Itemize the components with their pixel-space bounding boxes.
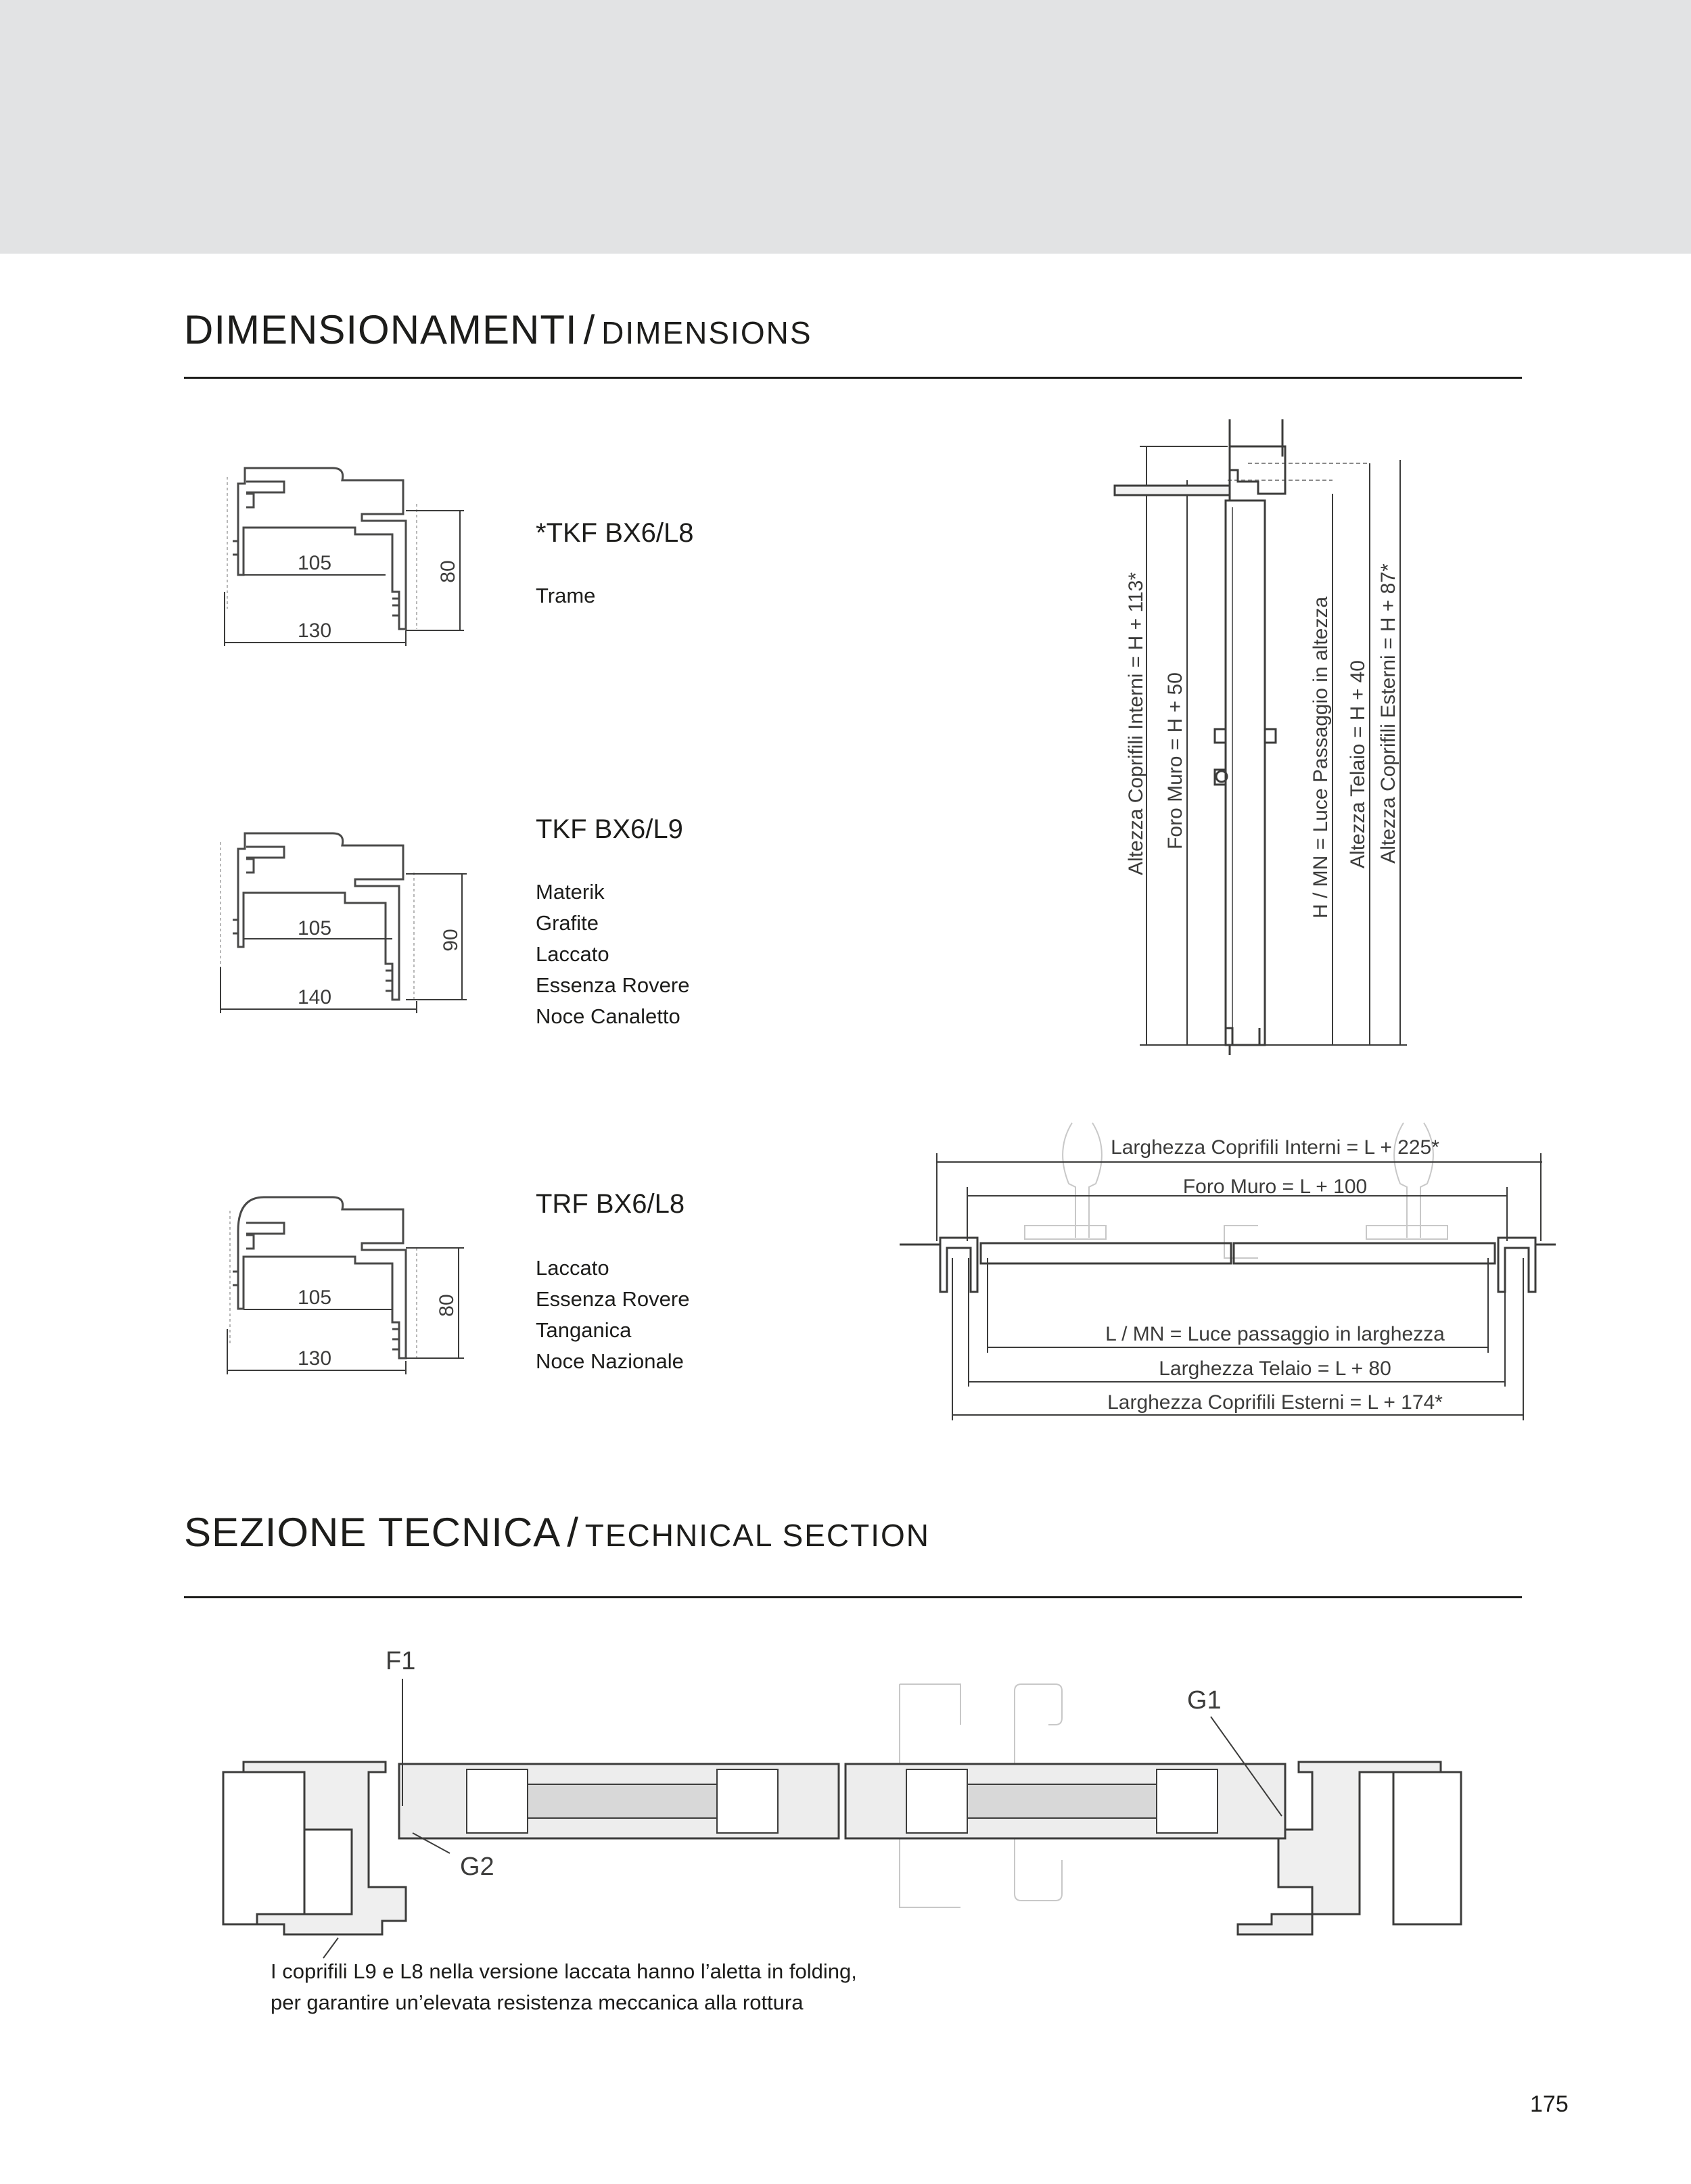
dimensions-title-en: DIMENSIONS <box>601 315 812 350</box>
profile-2-inner-slot <box>246 847 284 873</box>
profile-1-dim-depth: 80 <box>437 560 459 583</box>
frame-head <box>1230 446 1285 494</box>
width-label-telaio: Larghezza Telaio = L + 80 <box>1159 1357 1391 1380</box>
profile-3-outline <box>238 1197 406 1358</box>
profile-2-dim-depth: 90 <box>440 929 462 952</box>
width-label-coprifili-interni: Larghezza Coprifili Interni = L + 225* <box>1111 1136 1439 1159</box>
wall-right <box>1393 1772 1461 1924</box>
handle-ghost-box <box>1025 1226 1106 1239</box>
leaf-right-core-1 <box>906 1769 967 1833</box>
technical-title-separator: / <box>567 1510 579 1555</box>
finish-item: Noce Nazionale <box>536 1349 684 1373</box>
finish-item: Materik <box>536 880 605 904</box>
width-label-luce-passaggio: L / MN = Luce passaggio in larghezza <box>1105 1323 1445 1345</box>
leaf-right-w <box>1234 1243 1495 1263</box>
profile-2-dim-inner: 105 <box>297 917 332 939</box>
finish-item: Grafite <box>536 911 599 935</box>
profile-1-finishes <box>536 580 595 611</box>
profile-2-dim-outer: 140 <box>297 986 332 1008</box>
technical-note <box>271 1956 857 2018</box>
height-label-foro-muro: Foro Muro = H + 50 <box>1164 672 1186 850</box>
leaf-left-w <box>981 1243 1231 1263</box>
wall-left <box>223 1772 304 1924</box>
height-label-coprifili-interni: Altezza Coprifili Interni = H + 113* <box>1125 572 1147 875</box>
technical-divider <box>184 1596 1522 1598</box>
profile-drawing-3 <box>203 1184 473 1387</box>
technical-section-drawing <box>216 1637 1475 1975</box>
profile-3-finishes <box>536 1253 689 1377</box>
profile-1-dim-inner: 105 <box>297 552 332 574</box>
height-label-luce-passaggio: H / MN = Luce Passaggio in altezza <box>1310 596 1332 919</box>
door-leaf <box>1226 501 1265 1045</box>
leaf-right-core-2 <box>967 1784 1157 1818</box>
profile-drawing-2 <box>203 825 473 1021</box>
leaf-left-core-1 <box>467 1769 528 1833</box>
dimensions-divider <box>184 377 1522 379</box>
height-diagram <box>1082 406 1461 1069</box>
callout-f1: F1 <box>386 1647 416 1675</box>
dimensions-title <box>184 307 812 352</box>
finish-item: Noce Canaletto <box>536 1004 680 1028</box>
technical-note-line-2: per garantire un’elevata resistenza meccanica alla rottura <box>271 1991 804 2014</box>
profile-3-dim-inner: 105 <box>297 1286 332 1309</box>
frame-left-w <box>940 1238 977 1292</box>
handle-ghost <box>1224 1226 1258 1258</box>
profile-1-dim-outer: 130 <box>297 620 332 642</box>
profile-3-dim-depth: 80 <box>436 1294 458 1317</box>
finish-item: Laccato <box>536 942 609 966</box>
dimensions-title-it: DIMENSIONAMENTI <box>184 307 578 352</box>
height-label-telaio: Altezza Telaio = H + 40 <box>1347 660 1369 868</box>
callout-g1: G1 <box>1187 1686 1222 1715</box>
profile-3-teeth <box>233 1272 399 1349</box>
width-diagram <box>906 1123 1542 1434</box>
profile-1-model: *TKF BX6/L8 <box>536 518 694 548</box>
leaf-left-core-2 <box>528 1784 717 1818</box>
finish-item: Essenza Rovere <box>536 973 690 997</box>
profile-2-model: TKF BX6/L9 <box>536 814 683 844</box>
technical-title-en: TECHNICAL SECTION <box>584 1518 931 1553</box>
profile-2-finishes <box>536 877 689 1032</box>
finish-item: Laccato <box>536 1256 609 1280</box>
technical-section-title <box>184 1512 930 1553</box>
width-label-foro-muro: Foro Muro = L + 100 <box>1182 1176 1368 1198</box>
technical-note-line-1: I coprifili L9 e L8 nella versione laccata hanno l’aletta in folding, <box>271 1959 857 1983</box>
hinge-ghost-left <box>1063 1123 1102 1238</box>
profile-3-inner-slot <box>246 1223 284 1249</box>
profile-1-inner-slot <box>246 482 284 507</box>
technical-title-it: SEZIONE TECNICA <box>184 1510 561 1555</box>
height-label-coprifili-esterni: Altezza Coprifili Esterni = H + 87* <box>1377 563 1399 864</box>
callout-g2: G2 <box>460 1853 494 1881</box>
width-label-coprifili-esterni: Larghezza Coprifili Esterni = L + 174* <box>1107 1391 1443 1414</box>
cover-strip <box>1115 486 1230 495</box>
profile-3-dim-outer: 130 <box>297 1347 332 1370</box>
finish-item: Trame <box>536 584 596 607</box>
profile-drawing-1 <box>203 453 473 649</box>
frame-right-w <box>1498 1238 1535 1292</box>
page-number: 175 <box>1530 2091 1569 2117</box>
leaf-right-core-3 <box>1157 1769 1218 1833</box>
finish-item: Essenza Rovere <box>536 1287 690 1311</box>
dimensions-title-separator: / <box>583 307 596 352</box>
leaf-left-core-3 <box>717 1769 778 1833</box>
profile-3-model: TRF BX6/L8 <box>536 1189 685 1219</box>
finish-item: Tanganica <box>536 1318 632 1342</box>
header-band <box>0 0 1691 254</box>
